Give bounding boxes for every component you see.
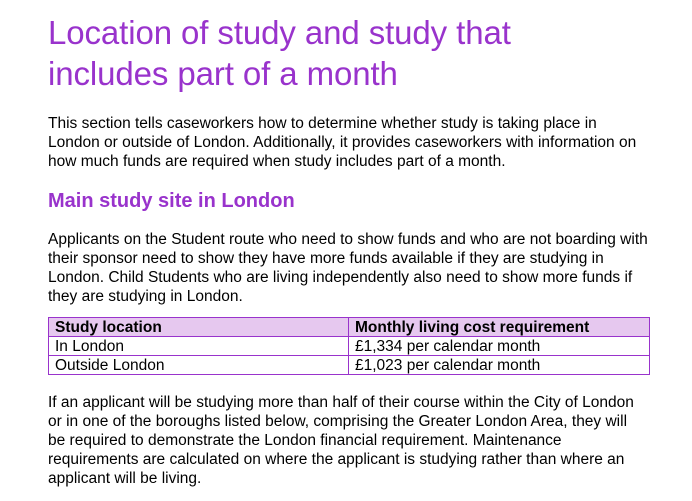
table-header-row (49, 318, 650, 337)
section-heading: Main study site in London (48, 190, 295, 212)
section-paragraph-1: Applicants on the Student route who need to show funds and who are not boarding with their sponsor need to show they have more funds available if they are studying in London. Child Students who are living independently also need to show more funds if they are studying in London. (48, 231, 648, 305)
table-cell-location: Outside London (49, 356, 349, 375)
section-paragraph-2: If an applicant will be studying more than half of their course within the City of London or in one of the boroughs listed below, comprising the Greater London Area, they will be required to demonstrate the London financial requirement. Maintenance requirements are calculated on where the applicant is studying rather than where an applicant will be living. (48, 394, 634, 487)
document-page (48, 0, 658, 488)
header-study-location: Study location (49, 318, 349, 337)
table-cell-cost: £1,023 per calendar month (349, 356, 650, 375)
page-title-line-1: Location of study and study that (48, 14, 511, 51)
table-cell-cost: £1,334 per calendar month (349, 337, 650, 356)
intro-paragraph: This section tells caseworkers how to determine whether study is taking place in London or outside of London. Additionally, it provides caseworkers with information on how much funds are required when study includes part of a month. (48, 115, 637, 170)
page-title (48, 12, 658, 94)
table-row (49, 356, 650, 375)
table-cell-location: In London (49, 337, 349, 356)
header-monthly-living-cost: Monthly living cost requirement (349, 318, 650, 337)
living-cost-table (48, 317, 650, 375)
table-row (49, 337, 650, 356)
page-title-line-2: includes part of a month (48, 55, 398, 92)
